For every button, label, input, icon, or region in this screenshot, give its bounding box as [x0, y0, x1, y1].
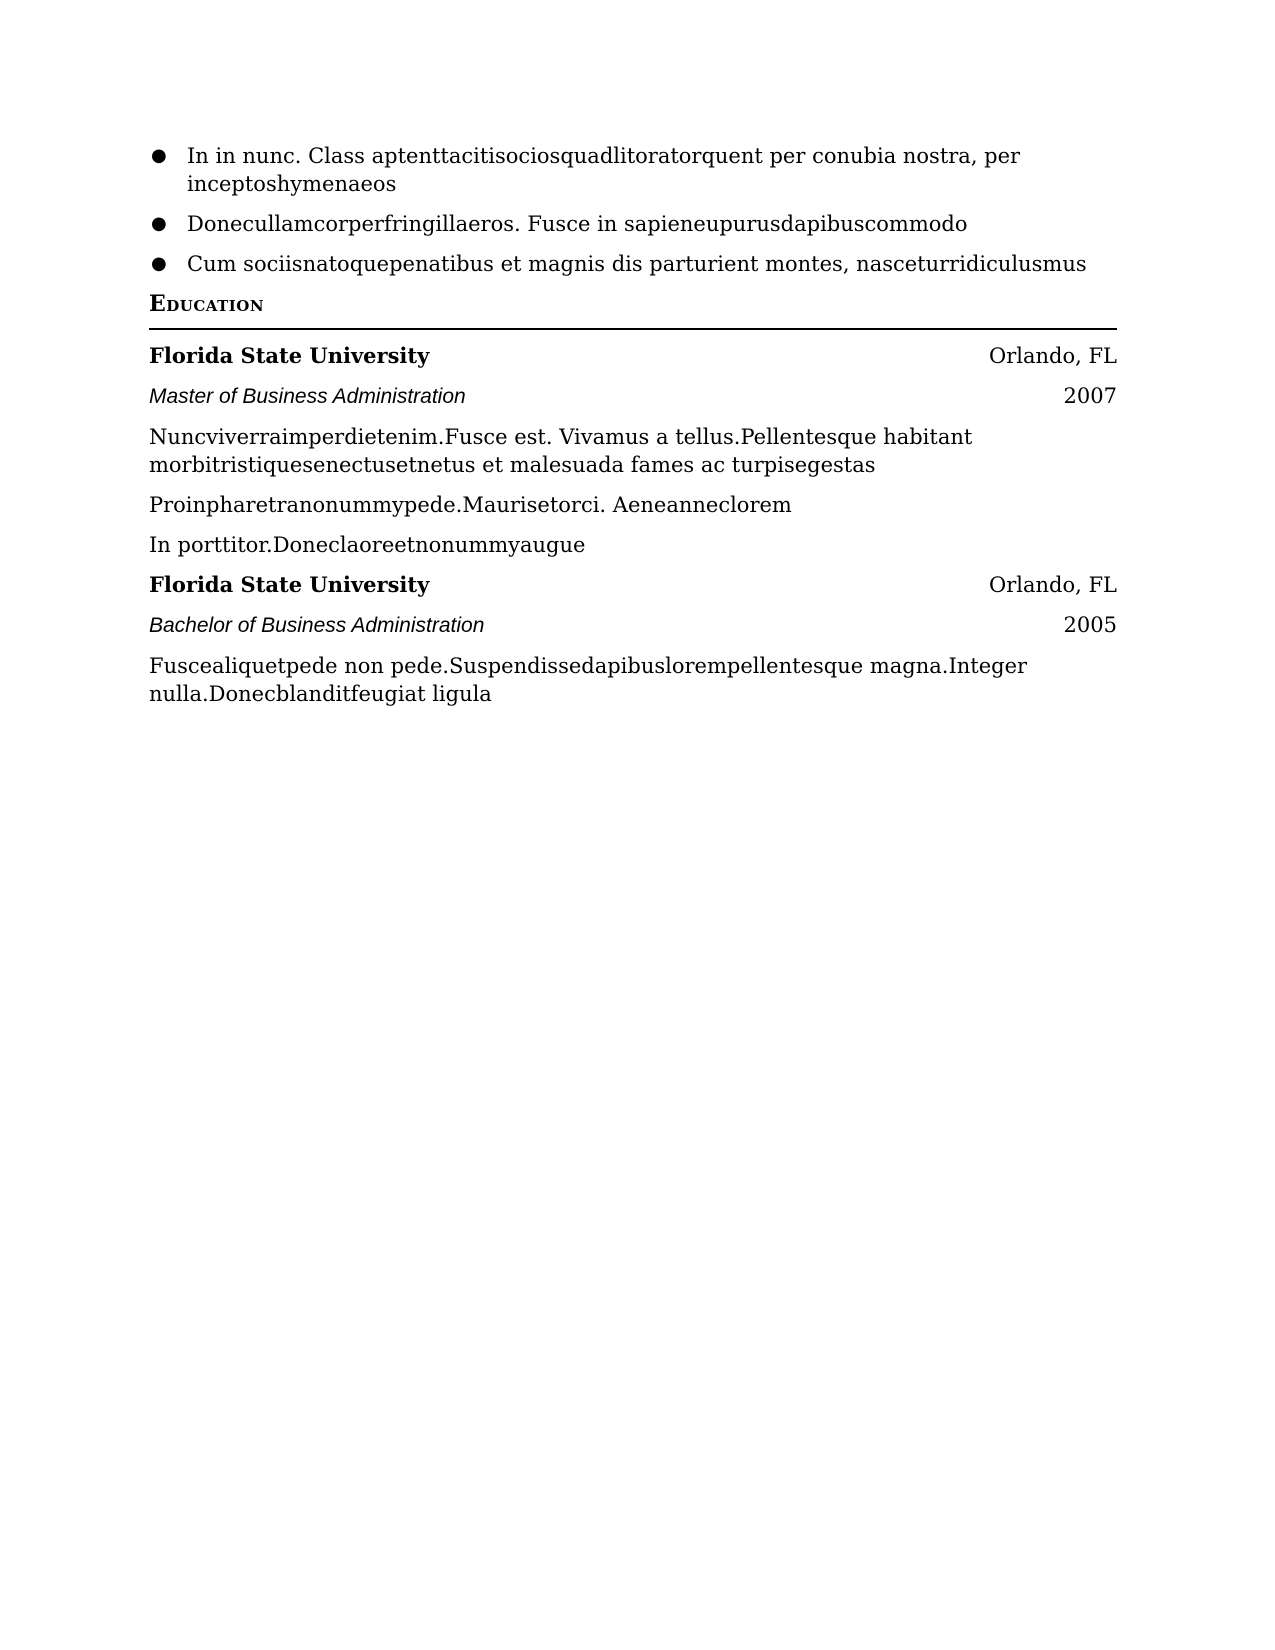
education-entry-mba [149, 342, 1117, 559]
bullet-text: Cum sociisnatoquepenatibus et magnis dis parturient montes, nasceturridiculusmus [187, 252, 1087, 276]
bullet-item [149, 210, 1117, 238]
education-school-row [149, 571, 1117, 599]
education-degree-row [149, 611, 1117, 640]
education-heading: Education [149, 290, 1117, 330]
education-school-row [149, 342, 1117, 370]
bullet-item [149, 142, 1117, 198]
experience-bullet-list [149, 142, 1117, 278]
school-location: Orlando, FL [989, 573, 1117, 597]
school-name: Florida State University [149, 343, 430, 368]
bullet-dot-icon: ● [151, 253, 167, 274]
education-description: Proinpharetranonummypede.Maurisetorci. Aeneanneclorem [149, 493, 792, 517]
bullet-item [149, 250, 1117, 278]
bullet-dot-icon: ● [151, 213, 167, 234]
school-name: Florida State University [149, 572, 430, 597]
education-description: Fuscealiquetpede non pede.Suspendissedapibuslorempellentesque magna.Integer nulla.Donecblanditfeugiat ligula [149, 654, 1028, 706]
degree-year: 2005 [1063, 613, 1117, 637]
bullet-text: Donecullamcorperfringillaeros. Fusce in sapieneupurusdapibuscommodo [187, 212, 968, 236]
education-description: Nuncviverraimperdietenim.Fusce est. Vivamus a tellus.Pellentesque habitant morbitristiquesenectusetnetus et malesuada fames ac turpisegestas [149, 425, 973, 477]
bullet-dot-icon: ● [151, 145, 167, 166]
resume-page [149, 142, 1117, 708]
degree-name: Master of Business Administration [149, 385, 466, 408]
education-entry-bba [149, 571, 1117, 708]
education-degree-row [149, 382, 1117, 411]
education-description: In porttitor.Doneclaoreetnonummyaugue [149, 533, 586, 557]
school-location: Orlando, FL [989, 344, 1117, 368]
bullet-text: In in nunc. Class aptenttacitisociosquadlitoratorquent per conubia nostra, per inceptoshymenaeos [187, 144, 1021, 196]
degree-year: 2007 [1063, 384, 1117, 408]
degree-name: Bachelor of Business Administration [149, 614, 485, 637]
